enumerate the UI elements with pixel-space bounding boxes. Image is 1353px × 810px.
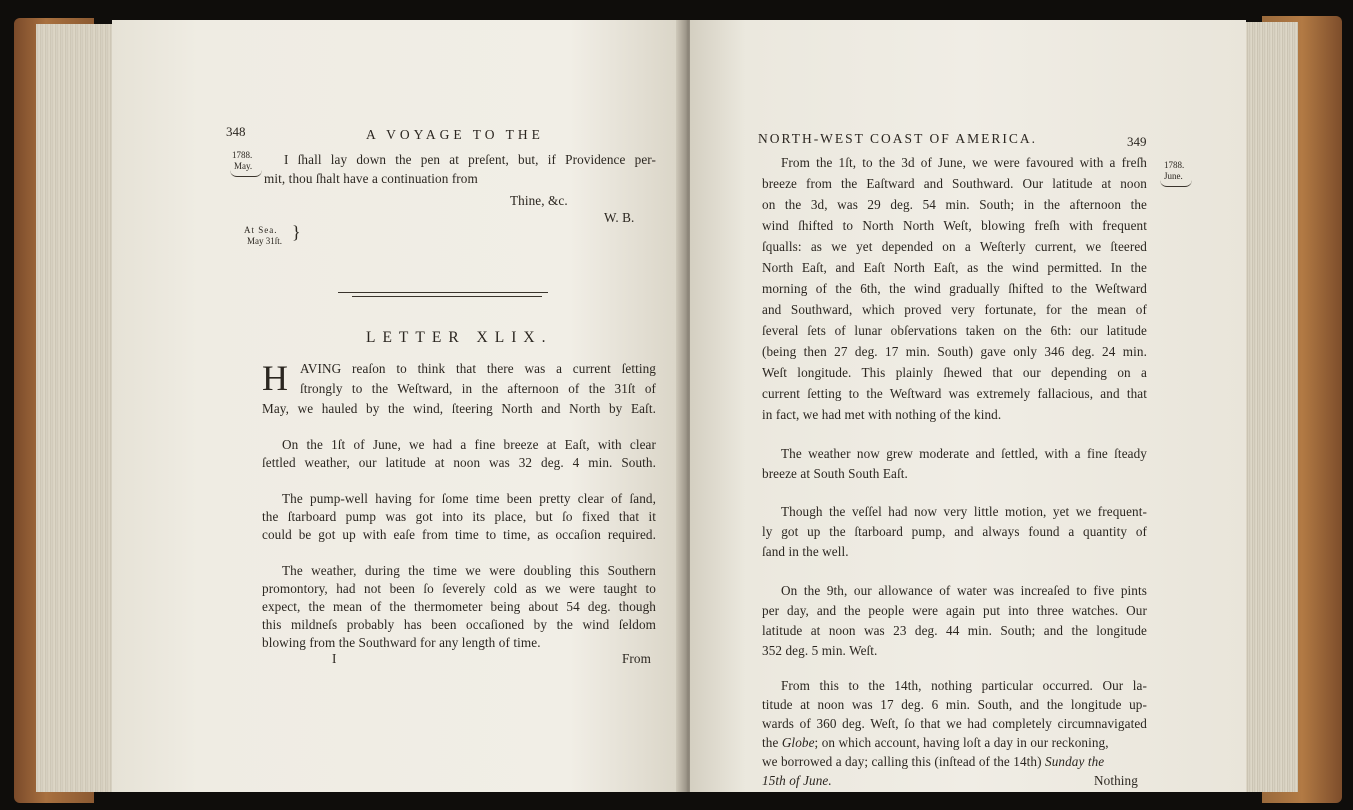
- p3-line-1: The pump-well having for ſome time been pretty clear of ſand,: [282, 491, 656, 506]
- right-page-number: 349: [1127, 134, 1147, 149]
- rp1-line-9: ſeveral ſets of lunar obſervations taken on the 6th: our latitude: [762, 323, 1147, 338]
- p2-line-2: ſettled weather, our latitude at noon was 32 deg. 4 min. South.: [262, 455, 656, 470]
- intro-line-1: I ſhall lay down the pen at preſent, but, if Providence per-: [284, 152, 656, 167]
- rp1-line-3: on the 3d, was 29 deg. 54 min. South; in the afternoon the: [762, 197, 1147, 212]
- dropcap: H: [262, 358, 288, 398]
- left-running-head: A VOYAGE TO THE: [366, 127, 544, 142]
- section-rule-bottom: [352, 296, 542, 297]
- p3-line-3: could be got up with eaſe from time to time, as occaſion required.: [262, 527, 656, 542]
- dateline-date: May 31ſt.: [247, 236, 282, 246]
- p4-line-3: expect, the mean of the thermometer being about 54 deg. though: [262, 599, 656, 614]
- right-margin-month: June.: [1164, 171, 1183, 181]
- rp4-line-3: latitude at noon was 23 deg. 44 min. South; and the longitude: [762, 623, 1147, 638]
- rp3-line-2: ly got up the ſtarboard pump, and always found a quantity of: [762, 524, 1147, 539]
- rp3-line-3: ſand in the well.: [762, 544, 849, 559]
- rp2-line-1: The weather now grew moderate and ſettled, with a fine ſteady: [781, 446, 1147, 461]
- p1-line-3: May, we hauled by the wind, ſteering North and North by Eaſt.: [262, 401, 656, 416]
- dateline-brace-icon: }: [292, 222, 301, 242]
- dateline-place: At Sea.: [244, 225, 278, 235]
- rp1-line-1: From the 1ſt, to the 3d of June, we were favoured with a freſh: [781, 155, 1147, 170]
- rp5-line-6: 15th of June.: [762, 773, 832, 788]
- left-page-number: 348: [226, 124, 246, 139]
- rp1-line-2: breeze from the Eaſtward and Southward. Our latitude at noon: [762, 176, 1147, 191]
- closing: Thine, &c.: [510, 193, 568, 208]
- left-margin-year: 1788.: [232, 150, 253, 160]
- section-rule-top: [338, 292, 548, 293]
- p4-line-5: blowing from the Southward for any length of time.: [262, 635, 541, 650]
- rp1-line-13: in fact, we had met with nothing of the kind.: [762, 407, 1002, 422]
- p4-line-1: The weather, during the time we were doubling this Southern: [282, 563, 656, 578]
- signature: W. B.: [604, 210, 635, 225]
- rp5-line-1: From this to the 14th, nothing particular occurred. Our la-: [781, 678, 1147, 693]
- p2-line-1: On the 1ſt of June, we had a fine breeze at Eaſt, with clear: [282, 437, 656, 452]
- intro-line-2: mit, thou ſhalt have a continuation from: [264, 171, 478, 186]
- p1-line-1: AVING reaſon to think that there was a current ſetting: [300, 361, 656, 376]
- rp1-line-12: current ſetting to the Weſtward was extremely fallacious, and that: [762, 386, 1147, 401]
- signature-mark: I: [332, 651, 337, 666]
- right-catchword: Nothing: [1094, 773, 1138, 788]
- rp5-line-5: we borrowed a day; calling this (inſtead of the 14th) Sunday the: [762, 754, 1105, 769]
- rp4-line-2: per day, and the people were again put into three watches. Our: [762, 603, 1147, 618]
- letter-title: LETTER XLIX.: [366, 329, 553, 346]
- rp1-line-5: ſqualls: as we yet depended on a Weſterly current, we ſteered: [762, 239, 1147, 254]
- left-margin-brace: [230, 170, 262, 177]
- right-margin-brace: [1160, 180, 1192, 187]
- rp3-line-1: Though the veſſel had now very little motion, yet we frequent-: [781, 504, 1147, 519]
- p3-line-2: the ſtarboard pump was got into its place, but ſo fixed that it: [262, 509, 656, 524]
- right-running-head: NORTH-WEST COAST OF AMERICA.: [758, 131, 1037, 146]
- rp5-line-2: titude at noon was 17 deg. 6 min. South, and the longitude up-: [762, 697, 1147, 712]
- rp1-line-10: (being then 27 deg. 17 min. South) gave only 346 deg. 24 min.: [762, 344, 1147, 359]
- right-margin-year: 1788.: [1164, 160, 1185, 170]
- p1-line-2: ſtrongly to the Weſtward, in the afternoon of the 31ſt of: [300, 381, 656, 396]
- rp1-line-7: morning of the 6th, the wind gradually ſhifted to the Weſtward: [762, 281, 1147, 296]
- rp5-line-3: wards of 360 deg. Weſt, ſo that we had completely circumnavigated: [762, 716, 1147, 731]
- rp4-line-4: 352 deg. 5 min. Weſt.: [762, 643, 878, 658]
- rp2-line-2: breeze at South South Eaſt.: [762, 466, 908, 481]
- rp5-line-4: the Globe; on which account, having loſt a day in our reckoning,: [762, 735, 1109, 750]
- left-margin-month: May.: [234, 161, 253, 171]
- p4-line-4: this mildneſs probably has been occaſioned by the wind ſeldom: [262, 617, 656, 632]
- rp1-line-6: North Eaſt, and Eaſt North Eaſt, as the wind permitted. In the: [762, 260, 1147, 275]
- rp4-line-1: On the 9th, our allowance of water was increaſed to five pints: [781, 583, 1147, 598]
- rp1-line-11: Weſt longitude. This plainly ſhewed that our depending on a: [762, 365, 1147, 380]
- rp1-line-8: and Southward, which proved very fortunate, for the mean of: [762, 302, 1147, 317]
- p4-line-2: promontory, had not been ſo ſeverely cold as we were taught to: [262, 581, 656, 596]
- rp1-line-4: wind ſhifted to North North Weſt, blowing freſh with frequent: [762, 218, 1147, 233]
- left-catchword: From: [622, 651, 651, 666]
